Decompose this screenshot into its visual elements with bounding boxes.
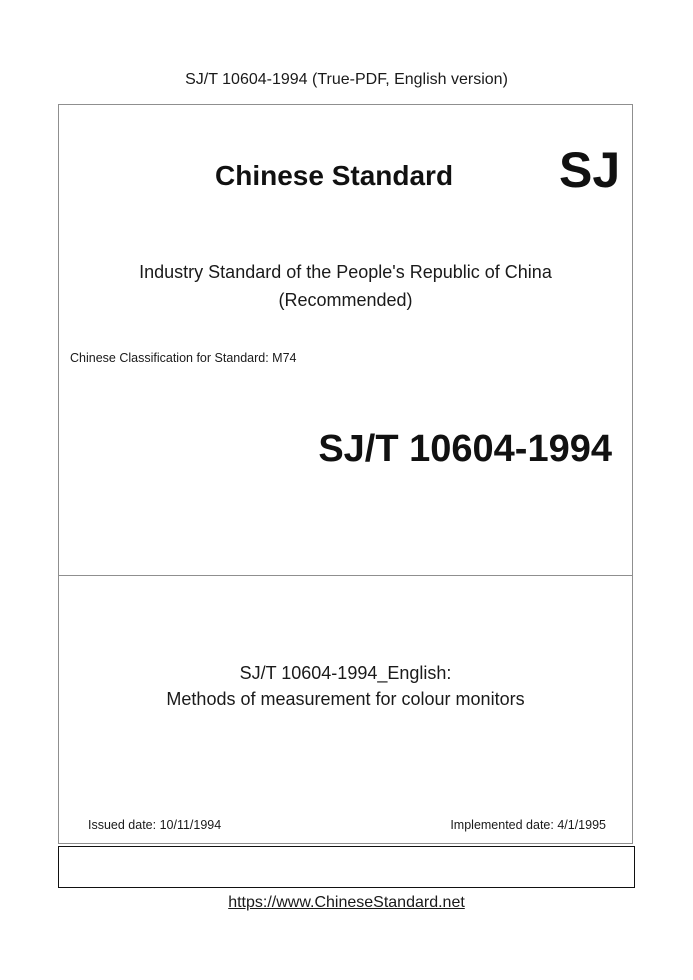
implemented-date: Implemented date: 4/1/1995 (450, 818, 606, 832)
document-title-line-2: Methods of measurement for colour monitors (166, 689, 525, 709)
industry-statement (59, 258, 632, 314)
page-header: SJ/T 10604-1994 (True-PDF, English version) (185, 71, 508, 88)
cover-title: Chinese Standard (215, 160, 454, 191)
document-title (59, 660, 632, 712)
cover-code: SJ (559, 142, 621, 198)
issued-date: Issued date: 10/11/1994 (88, 818, 222, 832)
industry-line-1: Industry Standard of the People's Republic of China (139, 262, 552, 282)
classification: Chinese Classification for Standard: M74 (70, 351, 297, 365)
bottom-empty-box (58, 846, 635, 888)
standard-number: SJ/T 10604-1994 (318, 428, 612, 470)
footer (0, 893, 693, 913)
website-link[interactable]: https://www.ChineseStandard.net (228, 894, 465, 911)
document-title-line-1: SJ/T 10604-1994_English: (239, 663, 452, 683)
cover-frame (58, 104, 633, 844)
industry-line-2: (Recommended) (278, 290, 413, 310)
cover-top-section (59, 105, 632, 576)
